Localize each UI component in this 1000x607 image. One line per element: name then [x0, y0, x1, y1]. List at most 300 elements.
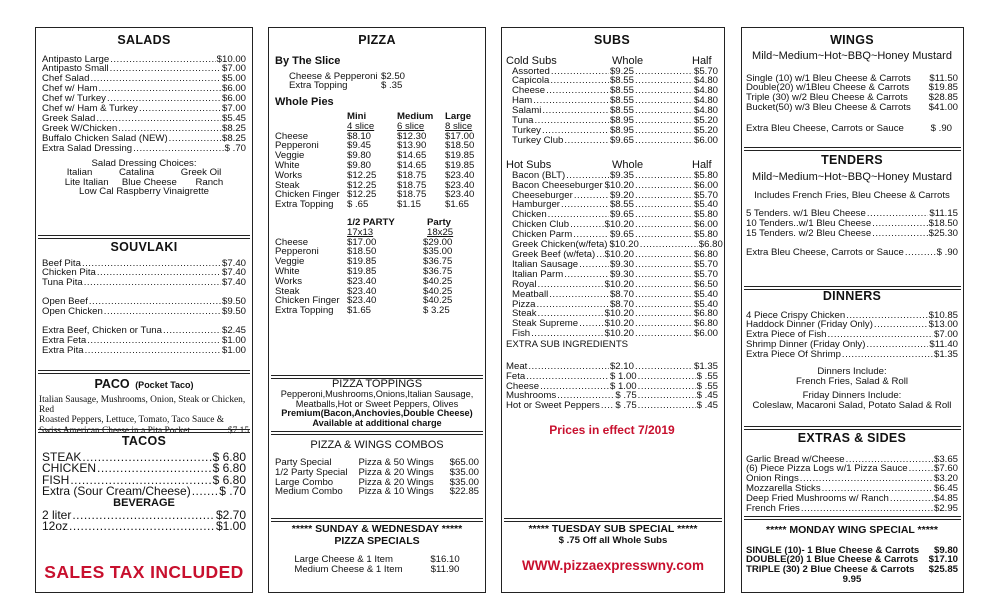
leader-dots	[635, 86, 693, 96]
table-cell: Works	[275, 275, 303, 287]
wings-list	[746, 74, 958, 114]
sub-half-price: $6.80	[693, 308, 718, 320]
col-sub: 17x13	[347, 226, 374, 238]
wing-special-section	[746, 525, 958, 585]
table-cell: $14.65	[397, 160, 427, 172]
table-cell: $40.25	[423, 295, 453, 307]
item-price: $9.80	[933, 544, 958, 556]
sub-whole-price: $ .75	[615, 400, 637, 412]
leader-dots	[110, 64, 221, 74]
item-price: $8.25	[221, 132, 246, 144]
divider	[38, 235, 250, 239]
leader-dots	[84, 278, 221, 288]
toppings-line-2: Meatballs,Hot or Sweet Peppers, Olives	[295, 398, 459, 409]
slice-item-price: $2.50	[381, 70, 406, 82]
sub-name: Chicken Parm	[512, 229, 573, 241]
pizza-section	[275, 34, 479, 316]
table-cell: Chicken Finger	[275, 189, 340, 201]
sub-whole-price: $10.20	[604, 328, 634, 340]
table-cell: Pepperoni	[275, 140, 319, 152]
item-price: $11.40	[929, 339, 958, 351]
item-price: $7.00	[221, 63, 246, 75]
divider	[744, 516, 961, 520]
leader-dots	[635, 191, 693, 201]
item-name: Buffalo Chicken Salad (NEW)	[42, 132, 168, 144]
subs-section	[506, 33, 723, 438]
sub-item	[512, 136, 718, 146]
leader-dots	[85, 346, 221, 356]
leader-dots	[110, 55, 215, 65]
tenders-title: TENDERS	[821, 153, 883, 167]
whole-heading: Whole	[612, 158, 644, 171]
extras-title: EXTRAS & SIDES	[797, 431, 907, 445]
col-sub: 6 slice	[397, 120, 425, 132]
sub-whole-price: $ 1.00	[609, 370, 637, 382]
dinners-list	[746, 311, 958, 361]
cold-subs-list	[512, 67, 718, 146]
sub-whole-price: $10.20	[604, 278, 634, 290]
tacos-title: TACOS	[121, 434, 167, 448]
leader-dots	[82, 452, 211, 464]
sub-name: Greek Chicken(w/feta)	[512, 239, 608, 251]
leader-dots	[638, 401, 696, 411]
item-name: Greek W/Chicken	[42, 122, 118, 134]
leader-dots	[638, 382, 696, 392]
sub-whole-price: $9.30	[609, 258, 634, 270]
wings-title: WINGS	[830, 33, 874, 47]
sub-name: Capicola	[512, 75, 550, 87]
item-name: Chicken Pita	[42, 267, 96, 279]
leader-dots	[635, 270, 693, 280]
dinners-section	[746, 290, 958, 410]
table-cell: $65.00	[449, 457, 479, 468]
table-cell: $18.50	[445, 140, 475, 152]
leader-dots	[635, 67, 693, 77]
table-row	[275, 306, 453, 316]
dinners-include-text: French Fries, Salad & Roll	[796, 375, 908, 387]
cold-subs-header	[506, 56, 718, 67]
sub-special-title: ***** TUESDAY SUB SPECIAL *****	[528, 523, 698, 535]
souvlaki-title: SOUVLAKI	[110, 240, 178, 254]
sub-half-price: $6.80	[693, 249, 718, 260]
table-cell: Works	[275, 169, 303, 181]
sub-whole-price: $10.20	[609, 239, 639, 251]
leader-dots	[169, 134, 221, 144]
item-name: Bucket(50) w/3 Bleu Cheese & Carrots	[746, 102, 911, 114]
item-name: STEAK	[42, 449, 82, 464]
sub-whole-price: $8.95	[609, 124, 634, 136]
special-price: $16.10	[430, 554, 460, 565]
table-cell: Pizza & 10 Wings	[358, 486, 434, 498]
table-cell: $36.75	[423, 266, 453, 278]
leader-dots	[579, 319, 604, 329]
sub-name: Assorted	[512, 65, 550, 77]
souvlaki-list	[42, 259, 246, 289]
table-cell: $9.80	[347, 160, 372, 172]
sub-half-price: $4.80	[693, 105, 718, 117]
menu-item	[42, 278, 246, 288]
sub-half-price: $5.40	[693, 199, 718, 211]
table-cell: $8.10	[347, 130, 372, 142]
item-price: $10.85	[928, 309, 958, 321]
item-price: $11.15	[929, 208, 958, 220]
sub-whole-price: $10.20	[604, 318, 634, 330]
sub-half-price: $5.70	[693, 258, 718, 270]
leader-dots	[638, 391, 696, 401]
table-cell: $12.25	[347, 179, 377, 191]
item-name: CHICKEN	[42, 461, 97, 476]
leader-dots	[69, 521, 215, 533]
table-cell: $40.25	[423, 285, 453, 297]
sub-name: Greek Beef (w/feta)	[512, 249, 596, 260]
table-cell: $19.85	[445, 150, 475, 162]
table-cell: Extra Topping	[275, 199, 334, 211]
sub-half-price: $4.80	[693, 85, 718, 97]
item-price: $ .70	[219, 484, 246, 499]
item-name: DOUBLE(20) 1 Blue Cheese & Carrots	[746, 554, 919, 566]
leader-dots	[635, 76, 693, 86]
wing-special-extra: 9.95	[842, 574, 862, 586]
leader-dots	[163, 326, 221, 336]
table-cell: Cheese	[275, 236, 309, 248]
leader-dots	[635, 329, 693, 339]
leader-dots	[89, 297, 221, 307]
table-cell: $ 3.25	[423, 305, 450, 317]
sub-half-price: $4.80	[693, 75, 718, 87]
item-price: $5.00	[221, 73, 246, 85]
sub-name: Meatball	[512, 288, 549, 300]
tenders-extra-name: Extra Bleu Cheese, Carrots or Sauce	[746, 246, 904, 258]
item-price: $ 6.80	[212, 472, 246, 487]
sub-half-price: $1.35	[693, 360, 718, 372]
sub-half-price: $6.00	[693, 134, 718, 146]
table-cell: $36.75	[423, 256, 453, 268]
tenders-section	[746, 154, 958, 258]
item-price: $7.40	[221, 267, 246, 279]
sub-half-price: $6.00	[693, 219, 718, 231]
leader-dots	[635, 300, 693, 310]
item-price: $7.00	[221, 103, 246, 115]
sub-name: Bacon Cheeseburger	[512, 179, 603, 191]
table-cell: $12.30	[397, 130, 427, 142]
table-cell: $18.75	[397, 189, 427, 201]
tenders-extra	[746, 248, 958, 258]
combos-title: PIZZA & WINGS COMBOS	[310, 439, 444, 451]
sub-name: Royal	[512, 278, 537, 290]
item-price: $ 6.80	[212, 449, 246, 464]
menu-item	[42, 346, 246, 356]
table-cell: $ .65	[347, 199, 369, 211]
table-cell: $18.75	[397, 179, 427, 191]
leader-dots	[531, 329, 604, 339]
divider	[38, 429, 250, 433]
leader-dots	[97, 463, 212, 475]
website-link[interactable]: WWW.pizzaexpresswny.com	[521, 558, 705, 574]
beverage-title: BEVERAGE	[113, 496, 175, 509]
divider	[744, 147, 961, 151]
salads-title: SALADS	[117, 33, 171, 47]
leader-dots	[635, 230, 693, 240]
sub-half-price: $6.00	[693, 328, 718, 340]
leader-dots	[635, 280, 693, 290]
sub-whole-price: $8.95	[609, 115, 634, 127]
leader-dots	[549, 290, 609, 300]
prices-note: Prices in effect 7/2019	[549, 423, 675, 438]
table-cell: $35.00	[423, 246, 453, 258]
item-name: Tuna Pita	[42, 277, 83, 289]
item-name: Chef w/ Ham	[42, 83, 98, 95]
sub-whole-price: $9.30	[609, 268, 634, 280]
sub-whole-price: $8.70	[609, 288, 634, 300]
leader-dots	[546, 86, 609, 96]
subs-title: SUBS	[594, 33, 630, 47]
table-cell: $23.40	[445, 189, 475, 201]
sub-half-price: $5.80	[693, 229, 718, 241]
leader-dots	[801, 504, 933, 514]
item-price: $9.50	[221, 306, 246, 318]
table-cell: $9.45	[347, 140, 372, 152]
table-cell: $12.25	[347, 189, 377, 201]
item-name: SINGLE (10)- 1 Blue Cheese & Carrots	[746, 544, 920, 556]
item-price: $6.45	[933, 483, 958, 495]
menu-item	[42, 307, 246, 317]
item-price: $8.25	[221, 122, 246, 134]
salads-list	[42, 55, 246, 154]
item-price: $ .70	[224, 142, 246, 154]
leader-dots	[564, 136, 609, 146]
item-price: $4.85	[933, 493, 958, 505]
table-cell: Extra Topping	[275, 305, 334, 317]
souvlaki-section	[42, 241, 246, 356]
table-cell: 1/2 Party Special	[275, 466, 348, 478]
special-name: Medium Cheese & 1 Item	[294, 563, 403, 575]
menu-item	[42, 521, 246, 533]
pizza-specials-table	[294, 555, 459, 575]
item-price: $2.70	[215, 507, 246, 522]
by-slice-heading: By The Slice	[275, 54, 341, 67]
sub-whole-price: $10.20	[604, 179, 635, 191]
item-name: Double(20) w/1Bleu Cheese & Carrots	[746, 82, 910, 94]
sub-whole-price: $8.55	[609, 199, 634, 211]
sub-name: Cheese	[512, 85, 546, 97]
item-price: $1.00	[221, 334, 246, 346]
table-cell: Pizza & 20 Wings	[358, 466, 434, 478]
wings-flavors: Mild~Medium~Hot~BBQ~Honey Mustard	[752, 49, 952, 62]
table-cell: $18.50	[347, 246, 377, 258]
col-head: 1/2 PARTY	[347, 217, 395, 229]
item-price: $1.00	[221, 344, 246, 356]
leader-dots	[564, 270, 609, 280]
leader-dots	[139, 104, 221, 114]
friday-include-title: Friday Dinners Include:	[802, 390, 902, 402]
col-head: Medium	[397, 111, 434, 123]
leader-dots	[98, 84, 221, 94]
half-heading: Half	[692, 158, 712, 171]
item-name: Extra Piece Of Shrimp	[746, 349, 841, 361]
pizza-special-subtitle: PIZZA SPECIALS	[334, 534, 420, 547]
leader-dots	[97, 268, 221, 278]
paco-subtitle: (Pocket Taco)	[135, 380, 194, 390]
slice-item-name: Extra Topping	[289, 80, 348, 92]
item-name: Extra Pita	[42, 344, 84, 356]
table-cell: Cheese	[275, 130, 309, 142]
item-price: $10.00	[216, 53, 246, 65]
beverage-list	[42, 507, 246, 534]
slice-item-name: Cheese & Pepperoni	[289, 70, 378, 82]
table-cell: Large Combo	[275, 476, 334, 488]
sub-item	[506, 401, 718, 411]
sub-whole-price: $ .75	[615, 390, 637, 402]
toppings-line-4: Available at additional charge	[312, 417, 442, 428]
leader-dots	[638, 372, 696, 382]
item-name: Extra Piece of Fish	[746, 329, 827, 341]
table-cell: $14.65	[397, 150, 427, 162]
item-price: $7.40	[221, 257, 246, 269]
item-name: Beef Pita	[42, 257, 81, 269]
table-cell: $9.80	[347, 150, 372, 162]
sub-special-section	[508, 524, 718, 573]
table-cell: $35.00	[449, 466, 479, 478]
pizza-special-title: ***** SUNDAY & WEDNESDAY *****	[291, 523, 463, 535]
item-name: 2 liter	[42, 507, 72, 522]
sub-name: Italian Sausage	[512, 258, 579, 270]
leader-dots	[635, 136, 693, 146]
leader-dots	[635, 319, 693, 329]
toppings-line-3: Premium(Bacon,Anchovies,Double Cheese)	[281, 408, 473, 419]
extras-list	[746, 455, 958, 514]
item-price: $11.50	[929, 72, 958, 84]
leader-dots	[551, 67, 609, 77]
whole-heading: Whole	[612, 54, 644, 67]
dressing-line-3: Low Cal Raspberry Vinaigrette	[79, 186, 209, 198]
table-cell: $1.65	[445, 199, 470, 211]
sub-half-price: $ .45	[696, 400, 718, 412]
leader-dots	[640, 240, 698, 250]
item-name: Extra (Sour Cream/Cheese)	[42, 484, 191, 499]
sales-tax-note: SALES TAX INCLUDED	[44, 562, 244, 582]
divider	[38, 370, 250, 374]
sub-whole-price: $8.55	[609, 105, 634, 117]
item-name: 12oz	[42, 519, 69, 534]
sub-whole-price: $8.70	[609, 298, 634, 310]
item-price: $ 6.80	[212, 461, 246, 476]
leader-dots	[82, 259, 221, 269]
paco-desc-3: Swiss American Cheese in a Pita Pocket	[39, 425, 191, 436]
paco-desc-2: Roasted Peppers, Lettuce, Tomato, Taco Sauce &	[39, 415, 225, 426]
slice-table	[289, 72, 405, 92]
item-price: $13.00	[928, 319, 958, 331]
dressing-line-1: Italian Catalina Greek Oil	[66, 167, 222, 179]
sub-name: Ham	[512, 95, 533, 107]
toppings-section	[271, 379, 483, 428]
item-price: $18.50	[928, 218, 958, 229]
wing-special-title: ***** MONDAY WING SPECIAL *****	[766, 524, 938, 536]
sub-half-price: $ .55	[696, 370, 718, 382]
table-cell: $17.00	[347, 236, 377, 248]
item-price: $25.30	[928, 227, 958, 239]
leader-dots	[192, 486, 219, 498]
col-sub: 18x25	[427, 226, 454, 238]
menu-item	[746, 504, 958, 514]
table-cell: Medium Combo	[275, 486, 343, 498]
leader-dots	[866, 340, 928, 350]
item-price: $28.85	[928, 92, 958, 104]
sub-whole-price: $8.55	[609, 85, 634, 97]
table-cell: Chicken Finger	[275, 295, 340, 307]
item-price: $1.00	[215, 519, 246, 534]
sub-half-price: $5.20	[693, 124, 718, 136]
wings-section	[746, 34, 958, 134]
sub-whole-price: $9.65	[609, 209, 634, 221]
sub-name: Pizza	[512, 298, 536, 310]
divider	[744, 426, 961, 430]
sub-whole-price: $ 1.00	[609, 380, 637, 392]
sub-name: Cheeseburger	[512, 189, 573, 201]
combos-section	[275, 440, 479, 497]
sub-name: Fish	[512, 328, 531, 340]
leader-dots	[635, 250, 693, 260]
item-price: $17.10	[928, 554, 958, 566]
table-cell: $23.40	[347, 285, 377, 297]
paco-title: PACO	[94, 377, 130, 391]
sub-name: Chicken	[512, 209, 547, 221]
table-cell: Steak	[275, 179, 300, 191]
sub-whole-price: $9.65	[609, 134, 634, 146]
item-name: Chef Salad	[42, 73, 90, 85]
item-price: $2.95	[933, 503, 958, 515]
table-cell: Pizza & 50 Wings	[358, 457, 434, 468]
panel-pizza	[268, 27, 486, 593]
item-name: Extra Salad Dressing	[42, 142, 133, 154]
sub-half-price: $ .55	[696, 380, 718, 392]
item-price: $7.60	[933, 463, 958, 475]
sub-name: Meat	[506, 360, 528, 372]
col-head: Mini	[347, 111, 367, 123]
item-price: $7.00	[933, 329, 958, 341]
divider	[271, 518, 483, 522]
leader-dots	[550, 76, 609, 86]
sub-half-price: $6.50	[693, 278, 718, 290]
wings-extra	[746, 124, 958, 134]
slice-item-price: $ .35	[381, 80, 403, 92]
tacos-section	[42, 435, 246, 533]
sub-half-price: $5.70	[693, 268, 718, 280]
item-name: FISH	[42, 472, 70, 487]
divider	[504, 518, 722, 522]
leader-dots	[542, 106, 609, 116]
panel-wings-dinners	[741, 27, 964, 593]
table-cell: $23.40	[347, 275, 377, 287]
table-cell: $29.00	[423, 236, 453, 248]
sub-whole-price: $8.55	[609, 95, 634, 107]
item-name: French Fries	[746, 503, 800, 515]
item-name: Garlic Bread w/Cheese	[746, 453, 845, 465]
hot-subs-heading: Hot Subs	[506, 158, 552, 171]
leader-dots	[635, 210, 693, 220]
special-price: $11.90	[430, 563, 460, 575]
sub-name: Steak	[512, 308, 537, 320]
whole-pies-heading: Whole Pies	[275, 96, 334, 109]
table-cell: Party Special	[275, 457, 332, 468]
leader-dots	[909, 464, 933, 474]
sub-half-price: $6.80	[693, 318, 718, 330]
paco-price: $7.15	[227, 425, 249, 436]
col-head: Large	[445, 111, 472, 123]
item-price: $2.45	[221, 325, 246, 337]
tenders-flavors: Mild~Medium~Hot~BBQ~Honey Mustard	[752, 170, 952, 183]
tenders-extra-price: $ .90	[936, 246, 958, 258]
tenders-includes: Includes French Fries, Bleu Cheese & Carrots	[754, 189, 950, 201]
